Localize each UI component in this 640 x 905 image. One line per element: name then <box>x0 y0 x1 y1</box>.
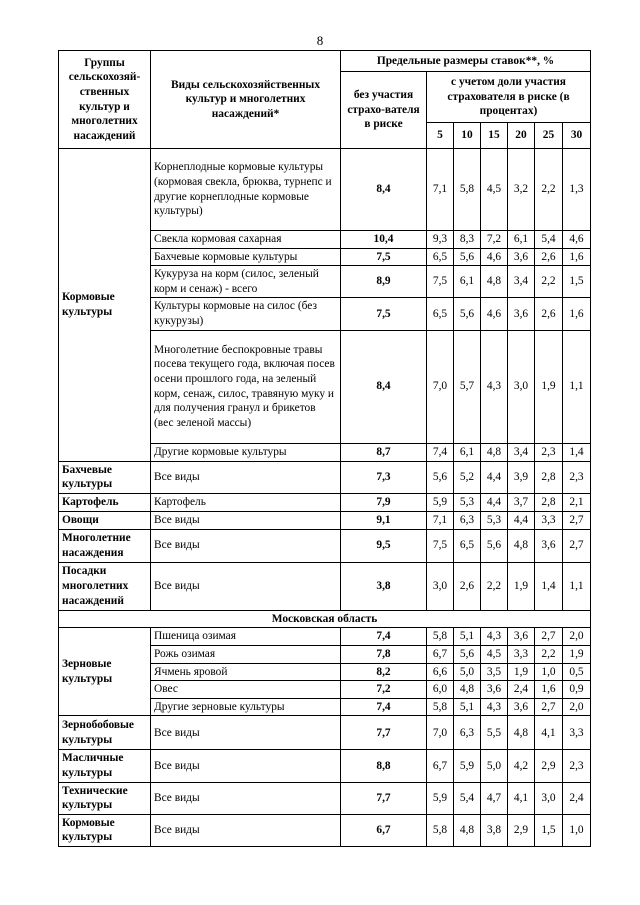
rate-with-participation: 6,3 <box>454 511 481 529</box>
rate-with-participation: 4,7 <box>481 782 508 814</box>
rate-with-participation: 0,5 <box>563 663 591 681</box>
crop-kind: Все виды <box>151 511 341 529</box>
header-group-column: Группы сельскохозяй-ственных культур и многолетних насаждений <box>59 51 151 149</box>
rate-no-participation: 9,1 <box>341 511 427 529</box>
crop-kind: Овес <box>151 681 341 699</box>
rate-with-participation: 2,7 <box>535 628 563 646</box>
rate-with-participation: 2,0 <box>563 628 591 646</box>
rate-no-participation: 7,5 <box>341 248 427 266</box>
rate-no-participation: 7,7 <box>341 716 427 750</box>
rate-with-participation: 6,5 <box>427 248 454 266</box>
table-row <box>59 750 591 782</box>
rate-with-participation: 5,3 <box>481 511 508 529</box>
rate-no-participation: 8,4 <box>341 149 427 231</box>
rate-with-participation: 4,4 <box>481 461 508 493</box>
table-row <box>59 782 591 814</box>
rate-with-participation: 1,6 <box>563 248 591 266</box>
rate-with-participation: 5,0 <box>454 663 481 681</box>
rate-with-participation: 3,2 <box>508 149 535 231</box>
crop-kind: Картофель <box>151 493 341 511</box>
rate-with-participation: 2,7 <box>563 529 591 562</box>
crop-kind: Другие зерновые культуры <box>151 698 341 716</box>
rate-with-participation: 1,9 <box>508 562 535 610</box>
rate-with-participation: 4,8 <box>481 266 508 298</box>
rate-no-participation: 7,9 <box>341 493 427 511</box>
crop-group-name: Многолетние насаждения <box>59 529 151 562</box>
header-share: 25 <box>535 123 563 149</box>
rate-with-participation: 4,4 <box>481 493 508 511</box>
rate-with-participation: 6,7 <box>427 645 454 663</box>
rate-with-participation: 4,3 <box>481 698 508 716</box>
rate-with-participation: 6,1 <box>508 231 535 249</box>
rate-with-participation: 4,8 <box>508 529 535 562</box>
rate-with-participation: 4,6 <box>563 231 591 249</box>
rate-with-participation: 1,9 <box>508 663 535 681</box>
rate-with-participation: 3,6 <box>508 628 535 646</box>
rate-with-participation: 1,6 <box>563 298 591 330</box>
rate-with-participation: 5,6 <box>454 248 481 266</box>
crop-kind: Другие кормовые культуры <box>151 443 341 461</box>
crop-kind: Все виды <box>151 562 341 610</box>
rate-with-participation: 2,3 <box>563 461 591 493</box>
rate-with-participation: 5,3 <box>454 493 481 511</box>
rate-with-participation: 1,5 <box>563 266 591 298</box>
crop-group-name: Масличные культуры <box>59 750 151 782</box>
rate-no-participation: 7,3 <box>341 461 427 493</box>
rate-with-participation: 3,4 <box>508 443 535 461</box>
crop-kind: Корнеплодные кормовые культуры (кормовая свекла, брюква, турнепс и другие корнеплодные кормовые культуры) <box>151 149 341 231</box>
region-name: Московская область <box>59 610 591 628</box>
rate-no-participation: 8,7 <box>341 443 427 461</box>
rate-with-participation: 5,8 <box>427 698 454 716</box>
rate-with-participation: 4,8 <box>508 716 535 750</box>
crop-kind: Бахчевые кормовые культуры <box>151 248 341 266</box>
rate-with-participation: 5,6 <box>481 529 508 562</box>
rate-with-participation: 4,1 <box>508 782 535 814</box>
crop-kind: Многолетние беспокровные травы посева текущего года, включая посев осени прошлого года, на зеленый корм, сенаж, силос, травяную муку и для получения гранул и брикетов (вес зеленой массы) <box>151 330 341 443</box>
crop-group-name: Зернобобовые культуры <box>59 716 151 750</box>
rate-with-participation: 1,9 <box>535 330 563 443</box>
rate-with-participation: 5,4 <box>535 231 563 249</box>
rate-with-participation: 3,0 <box>508 330 535 443</box>
rate-with-participation: 3,7 <box>508 493 535 511</box>
header-rates-title: Предельные размеры ставок**, % <box>341 51 591 72</box>
rate-with-participation: 2,3 <box>535 443 563 461</box>
rate-with-participation: 4,5 <box>481 149 508 231</box>
rate-no-participation: 7,5 <box>341 298 427 330</box>
rate-no-participation: 7,2 <box>341 681 427 699</box>
header-with-participation: с учетом доли участия страхователя в риске (в процентах) <box>427 72 591 123</box>
rate-with-participation: 4,8 <box>481 443 508 461</box>
rate-with-participation: 0,9 <box>563 681 591 699</box>
rate-with-participation: 7,1 <box>427 511 454 529</box>
rate-with-participation: 5,6 <box>427 461 454 493</box>
crop-kind: Культуры кормовые на силос (без кукурузы) <box>151 298 341 330</box>
rate-with-participation: 5,9 <box>454 750 481 782</box>
rate-with-participation: 6,1 <box>454 443 481 461</box>
crop-group-name: Бахчевые культуры <box>59 461 151 493</box>
rate-with-participation: 2,0 <box>563 698 591 716</box>
header-kind-column: Виды сельскохозяйственных культур и многолетних насаждений* <box>151 51 341 149</box>
rate-no-participation: 7,4 <box>341 698 427 716</box>
rate-with-participation: 1,1 <box>563 330 591 443</box>
rate-with-participation: 2,4 <box>508 681 535 699</box>
rate-with-participation: 1,0 <box>563 814 591 846</box>
crop-group-name: Кормовые культуры <box>59 149 151 462</box>
rate-with-participation: 5,8 <box>427 628 454 646</box>
rate-with-participation: 5,9 <box>427 782 454 814</box>
rate-with-participation: 3,3 <box>535 511 563 529</box>
rate-with-participation: 5,1 <box>454 698 481 716</box>
rate-with-participation: 3,6 <box>535 529 563 562</box>
rate-with-participation: 7,4 <box>427 443 454 461</box>
table-body <box>59 51 591 847</box>
rate-with-participation: 1,0 <box>535 663 563 681</box>
rate-with-participation: 4,5 <box>481 645 508 663</box>
rate-no-participation: 8,4 <box>341 330 427 443</box>
rate-with-participation: 5,6 <box>454 645 481 663</box>
table-row <box>59 493 591 511</box>
crop-group-name: Картофель <box>59 493 151 511</box>
rate-with-participation: 2,2 <box>535 149 563 231</box>
rate-no-participation: 7,4 <box>341 628 427 646</box>
rate-with-participation: 7,0 <box>427 716 454 750</box>
table-row <box>59 529 591 562</box>
rate-with-participation: 6,7 <box>427 750 454 782</box>
rate-with-participation: 3,6 <box>508 298 535 330</box>
rate-with-participation: 2,3 <box>563 750 591 782</box>
crop-kind: Рожь озимая <box>151 645 341 663</box>
rate-with-participation: 5,2 <box>454 461 481 493</box>
rate-with-participation: 5,8 <box>427 814 454 846</box>
insurance-rates-table <box>58 50 591 847</box>
table-row <box>59 814 591 846</box>
rate-with-participation: 1,5 <box>535 814 563 846</box>
crop-group-name: Кормовые культуры <box>59 814 151 846</box>
rate-with-participation: 2,2 <box>481 562 508 610</box>
rate-with-participation: 7,5 <box>427 529 454 562</box>
rate-with-participation: 3,9 <box>508 461 535 493</box>
page-number: 8 <box>316 33 324 48</box>
rate-with-participation: 2,7 <box>535 698 563 716</box>
crop-kind: Пшеница озимая <box>151 628 341 646</box>
rate-no-participation: 7,7 <box>341 782 427 814</box>
rate-with-participation: 3,0 <box>535 782 563 814</box>
rate-with-participation: 3,5 <box>481 663 508 681</box>
rate-with-participation: 3,3 <box>563 716 591 750</box>
rate-with-participation: 1,9 <box>563 645 591 663</box>
rate-with-participation: 5,8 <box>454 149 481 231</box>
crop-kind: Все виды <box>151 814 341 846</box>
rate-with-participation: 3,0 <box>427 562 454 610</box>
rate-with-participation: 5,9 <box>427 493 454 511</box>
rate-with-participation: 4,1 <box>535 716 563 750</box>
table-row <box>59 628 591 646</box>
rate-with-participation: 2,4 <box>563 782 591 814</box>
header-share: 20 <box>508 123 535 149</box>
rate-with-participation: 7,1 <box>427 149 454 231</box>
rate-with-participation: 1,4 <box>563 443 591 461</box>
header-share: 10 <box>454 123 481 149</box>
rate-with-participation: 2,2 <box>535 645 563 663</box>
rate-with-participation: 3,6 <box>508 248 535 266</box>
rate-with-participation: 1,4 <box>535 562 563 610</box>
rate-with-participation: 2,8 <box>535 493 563 511</box>
crop-kind: Все виды <box>151 529 341 562</box>
crop-group-name: Посадки многолетних насаждений <box>59 562 151 610</box>
header-share: 15 <box>481 123 508 149</box>
crop-kind: Кукуруза на корм (силос, зеленый корм и сенаж) - всего <box>151 266 341 298</box>
rate-with-participation: 2,8 <box>535 461 563 493</box>
rate-with-participation: 2,1 <box>563 493 591 511</box>
rate-no-participation: 7,8 <box>341 645 427 663</box>
rate-with-participation: 6,5 <box>454 529 481 562</box>
rate-with-participation: 5,5 <box>481 716 508 750</box>
rate-with-participation: 1,1 <box>563 562 591 610</box>
crop-kind: Все виды <box>151 782 341 814</box>
rate-with-participation: 9,3 <box>427 231 454 249</box>
rate-with-participation: 4,8 <box>454 814 481 846</box>
crop-group-name: Зерновые культуры <box>59 628 151 716</box>
rate-no-participation: 10,4 <box>341 231 427 249</box>
table-row <box>59 716 591 750</box>
rate-no-participation: 3,8 <box>341 562 427 610</box>
crop-group-name: Технические культуры <box>59 782 151 814</box>
header-share: 30 <box>563 123 591 149</box>
table-row <box>59 511 591 529</box>
rate-with-participation: 2,7 <box>563 511 591 529</box>
rate-with-participation: 4,3 <box>481 330 508 443</box>
rate-no-participation: 8,2 <box>341 663 427 681</box>
rate-with-participation: 2,9 <box>508 814 535 846</box>
rate-with-participation: 6,5 <box>427 298 454 330</box>
rate-no-participation: 9,5 <box>341 529 427 562</box>
rate-with-participation: 4,6 <box>481 298 508 330</box>
header-share: 5 <box>427 123 454 149</box>
rate-no-participation: 6,7 <box>341 814 427 846</box>
crop-kind: Ячмень яровой <box>151 663 341 681</box>
rate-with-participation: 4,2 <box>508 750 535 782</box>
rate-with-participation: 3,4 <box>508 266 535 298</box>
rate-with-participation: 5,0 <box>481 750 508 782</box>
table-row <box>59 149 591 231</box>
rate-with-participation: 7,0 <box>427 330 454 443</box>
rate-with-participation: 6,0 <box>427 681 454 699</box>
header-row <box>59 51 591 72</box>
rate-with-participation: 3,3 <box>508 645 535 663</box>
rate-with-participation: 6,6 <box>427 663 454 681</box>
rate-with-participation: 5,1 <box>454 628 481 646</box>
rate-with-participation: 6,1 <box>454 266 481 298</box>
rate-with-participation: 4,3 <box>481 628 508 646</box>
crop-kind: Все виды <box>151 461 341 493</box>
rate-no-participation: 8,8 <box>341 750 427 782</box>
crop-kind: Свекла кормовая сахарная <box>151 231 341 249</box>
rate-with-participation: 3,6 <box>508 698 535 716</box>
rate-with-participation: 7,5 <box>427 266 454 298</box>
rate-with-participation: 3,6 <box>481 681 508 699</box>
table-row <box>59 562 591 610</box>
rate-with-participation: 2,9 <box>535 750 563 782</box>
rate-with-participation: 3,8 <box>481 814 508 846</box>
table-row <box>59 461 591 493</box>
region-row <box>59 610 591 628</box>
rate-with-participation: 2,6 <box>454 562 481 610</box>
rate-with-participation: 2,6 <box>535 248 563 266</box>
rate-with-participation: 8,3 <box>454 231 481 249</box>
rate-with-participation: 5,7 <box>454 330 481 443</box>
crop-kind: Все виды <box>151 716 341 750</box>
rate-with-participation: 4,4 <box>508 511 535 529</box>
rate-with-participation: 4,8 <box>454 681 481 699</box>
rate-with-participation: 2,6 <box>535 298 563 330</box>
crop-group-name: Овощи <box>59 511 151 529</box>
rate-with-participation: 5,4 <box>454 782 481 814</box>
rate-with-participation: 5,6 <box>454 298 481 330</box>
crop-kind: Все виды <box>151 750 341 782</box>
rate-with-participation: 4,6 <box>481 248 508 266</box>
header-no-participation: без участия страхо-вателя в риске <box>341 72 427 149</box>
rate-no-participation: 8,9 <box>341 266 427 298</box>
rate-with-participation: 7,2 <box>481 231 508 249</box>
rate-with-participation: 2,2 <box>535 266 563 298</box>
rate-with-participation: 6,3 <box>454 716 481 750</box>
rate-with-participation: 1,6 <box>535 681 563 699</box>
rate-with-participation: 1,3 <box>563 149 591 231</box>
